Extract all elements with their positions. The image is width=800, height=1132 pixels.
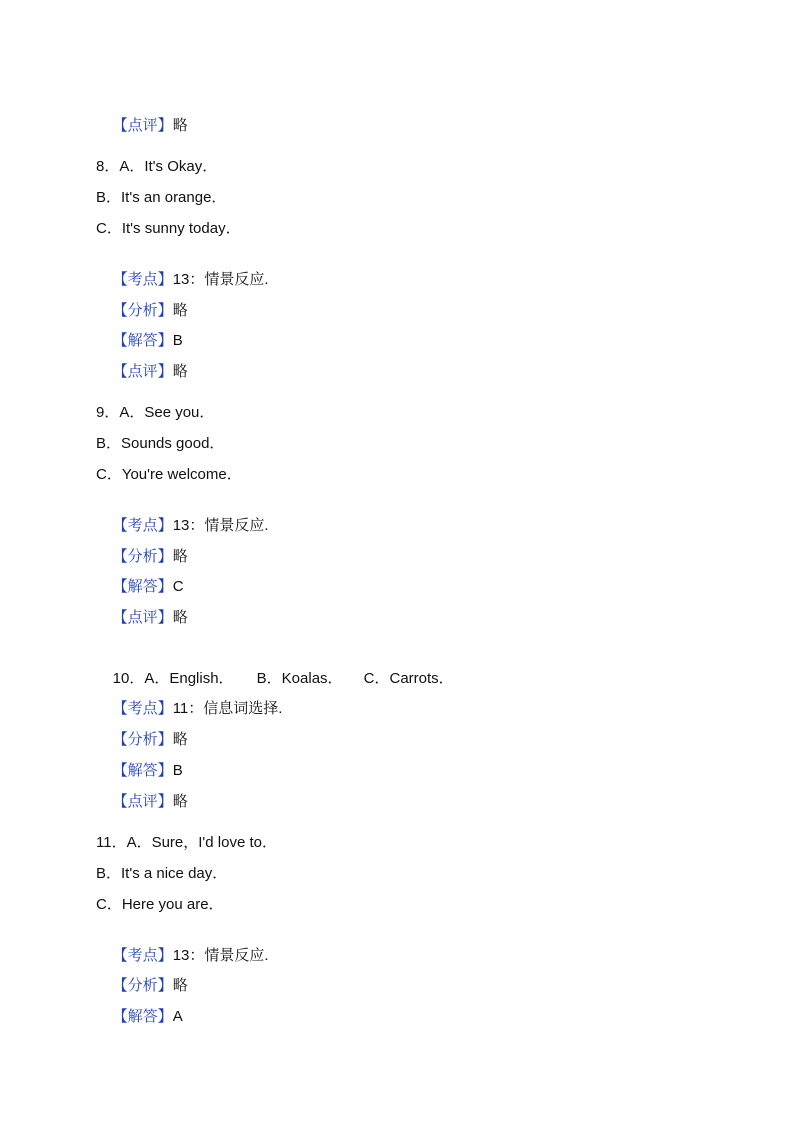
jieda-tag: 【解答】 <box>112 578 173 595</box>
q10-option-a: 10．A．English． <box>112 670 234 687</box>
fenxi-tag: 【分析】 <box>112 731 173 748</box>
q11-option-c: C．Here you are． <box>96 896 224 913</box>
q11-option-a: 11．A．Sure，I'd love to． <box>96 834 277 851</box>
jieda-text: B <box>172 332 183 349</box>
kaodian-text: 13：情景反应. <box>172 947 269 964</box>
kaodian-tag: 【考点】 <box>112 517 173 534</box>
jieda-text: A <box>172 1008 183 1025</box>
kaodian-text: 13：情景反应. <box>172 517 269 534</box>
jieda-tag: 【解答】 <box>112 1008 173 1025</box>
q8-option-c: C．It's sunny today． <box>96 220 241 237</box>
fenxi-text: 略 <box>172 977 188 994</box>
q9-option-c: C．You're welcome． <box>96 466 242 483</box>
comment-text: 略 <box>172 117 188 134</box>
q11-option-b: B．It's a nice day． <box>96 865 228 882</box>
jieda-tag: 【解答】 <box>112 762 173 779</box>
q11-jieda-line <box>96 987 183 1047</box>
dianping-text: 略 <box>172 609 188 626</box>
q8-option-b: B．It's an orange． <box>96 189 227 206</box>
dianping-tag: 【点评】 <box>112 363 173 380</box>
q10-dianping-line <box>96 772 188 832</box>
q9-dianping-line <box>96 588 188 648</box>
q10-option-c: C．Carrots． <box>363 670 454 687</box>
q10-option-b: B．Koalas． <box>256 670 343 687</box>
kaodian-tag: 【考点】 <box>112 947 173 964</box>
dianping-text: 略 <box>172 793 188 810</box>
q8-dianping-line <box>96 342 188 402</box>
fenxi-text: 略 <box>172 548 188 565</box>
jieda-text: B <box>172 762 183 779</box>
fenxi-text: 略 <box>172 731 188 748</box>
jieda-tag: 【解答】 <box>112 332 173 349</box>
fenxi-tag: 【分析】 <box>112 302 173 319</box>
jieda-text: C <box>172 578 184 595</box>
dianping-text: 略 <box>172 363 188 380</box>
kaodian-tag: 【考点】 <box>112 271 173 288</box>
q7-comment-line <box>96 96 188 156</box>
dianping-tag: 【点评】 <box>112 609 173 626</box>
kaodian-text: 11：信息词选择. <box>172 700 283 717</box>
fenxi-text: 略 <box>172 302 188 319</box>
kaodian-tag: 【考点】 <box>112 700 173 717</box>
fenxi-tag: 【分析】 <box>112 977 173 994</box>
q9-option-b: B．Sounds good． <box>96 435 225 452</box>
q9-option-a: 9．A．See you． <box>96 404 215 421</box>
dianping-tag: 【点评】 <box>112 793 173 810</box>
kaodian-text: 13：情景反应. <box>172 271 269 288</box>
q8-option-a: 8．A．It's Okay． <box>96 158 218 175</box>
comment-tag: 【点评】 <box>112 117 173 134</box>
fenxi-tag: 【分析】 <box>112 548 173 565</box>
